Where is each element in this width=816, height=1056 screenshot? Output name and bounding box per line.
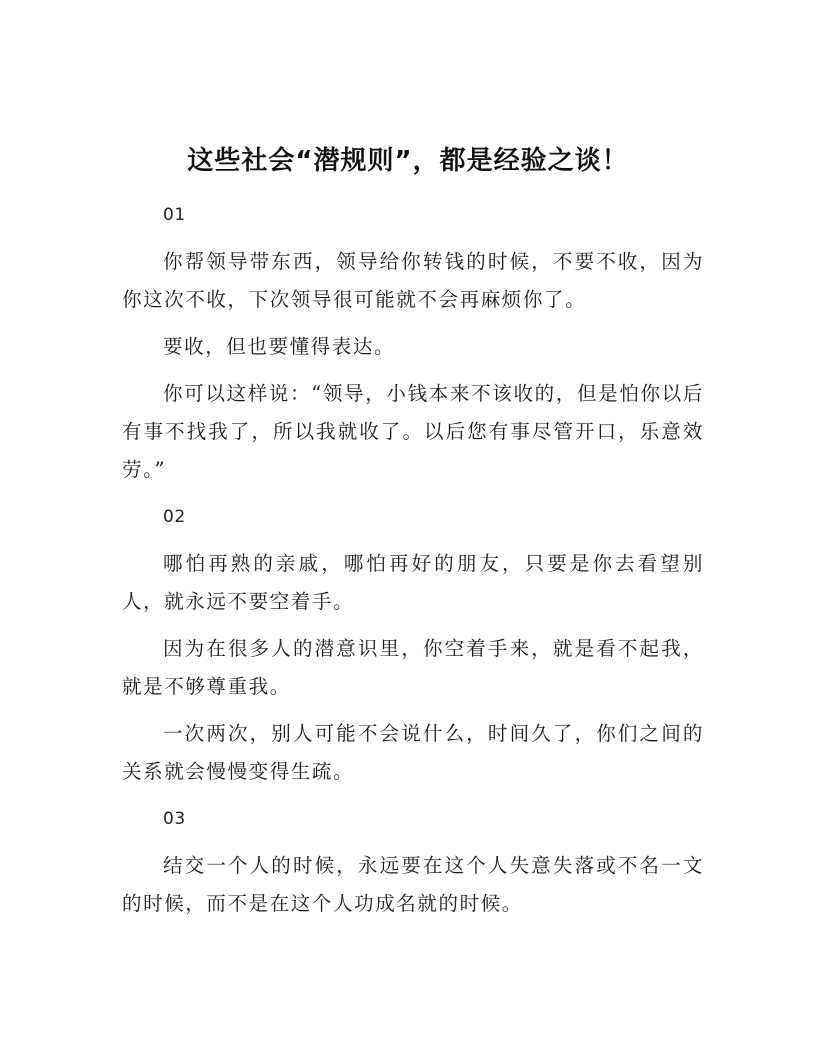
- section-number: 03: [163, 809, 186, 829]
- paragraph: 一次两次，别人可能不会说什么，时间久了，你们之间的关系就会慢慢变得生疏。: [122, 722, 704, 783]
- paragraph: 你帮领导带东西，领导给你转钱的时候，不要不收，因为你这次不收，下次领导很可能就不会再麻烦你了。: [122, 250, 704, 311]
- document-title: 这些社会“潜规则”，都是经验之谈！: [187, 146, 629, 176]
- paragraph: 哪怕再熟的亲戚，哪怕再好的朋友，只要是你去看望别人，就永远不要空着手。: [122, 552, 704, 613]
- paragraph: 结交一个人的时候，永远要在这个人失意失落或不名一文的时候，而不是在这个人功成名就的时候。: [122, 854, 704, 915]
- section-number: 01: [163, 205, 186, 225]
- paragraph: 要收，但也要懂得表达。: [163, 335, 396, 358]
- paragraph: 你可以这样说：“领导，小钱本来不该收的，但是怕你以后有事不找我了，所以我就收了。以后您有事尽管开口，乐意效劳。”: [122, 382, 704, 481]
- document-body: [122, 196, 704, 932]
- paragraph: 因为在很多人的潜意识里，你空着手来，就是看不起我，就是不够尊重我。: [122, 637, 704, 698]
- section-number: 02: [163, 507, 186, 527]
